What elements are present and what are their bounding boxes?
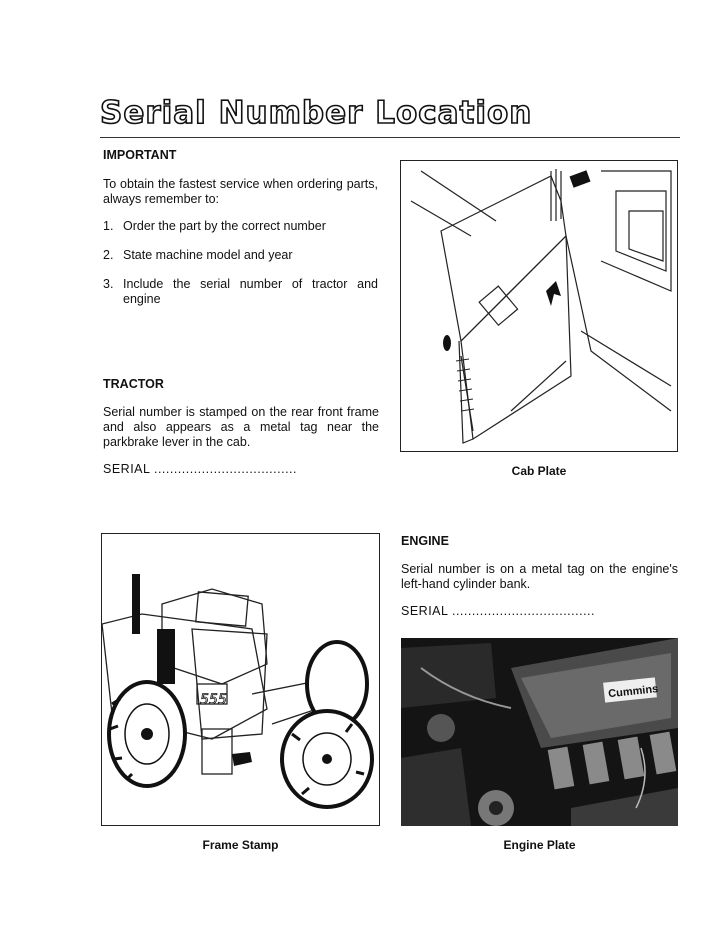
step-text: Order the part by the correct number [123, 219, 326, 233]
frame-stamp-figure [101, 533, 380, 826]
important-steps [103, 219, 378, 321]
cab-plate-caption: Cab Plate [511, 464, 567, 478]
step-item [103, 219, 378, 234]
engine-serial-line: SERIAL .................................... [401, 604, 595, 618]
important-intro: To obtain the fastest service when ordering parts, always remember to: [103, 177, 378, 206]
serial-tag-arrow [546, 281, 561, 306]
cab-door-drawing [401, 161, 677, 451]
cab-plate-figure [400, 160, 678, 452]
frame-stamp-caption: Frame Stamp [202, 838, 279, 852]
tractor-heading: TRACTOR [103, 377, 164, 391]
tractor-drawing [102, 534, 379, 825]
engine-plate-caption: Engine Plate [503, 838, 576, 852]
engine-photo-drawing [401, 638, 678, 826]
engine-plate-photo [401, 638, 678, 826]
step-item [103, 248, 378, 263]
engine-text: Serial number is on a metal tag on the engine's left-hand cylinder bank. [401, 562, 678, 591]
important-heading: IMPORTANT [103, 148, 177, 162]
step-item [103, 277, 378, 307]
tractor-serial-line: SERIAL .................................... [103, 462, 297, 476]
exhaust-stack [132, 574, 140, 634]
tractor-model-badge: 555 [200, 692, 227, 708]
step-number: 3. [103, 277, 114, 291]
title-rule [100, 137, 680, 138]
engine-heading: ENGINE [401, 534, 449, 548]
step-number: 2. [103, 248, 114, 262]
step-text: Include the serial number of tractor and engine [123, 277, 378, 306]
engine-brand-label: Cummins [607, 683, 659, 701]
step-text: State machine model and year [123, 248, 293, 262]
frame-stamp-arrow [232, 752, 252, 766]
step-number: 1. [103, 219, 114, 233]
tractor-text: Serial number is stamped on the rear front frame and also appears as a metal tag near the parkbrake lever in the cab. [103, 405, 379, 449]
page-title: Serial Number Location [100, 95, 533, 131]
